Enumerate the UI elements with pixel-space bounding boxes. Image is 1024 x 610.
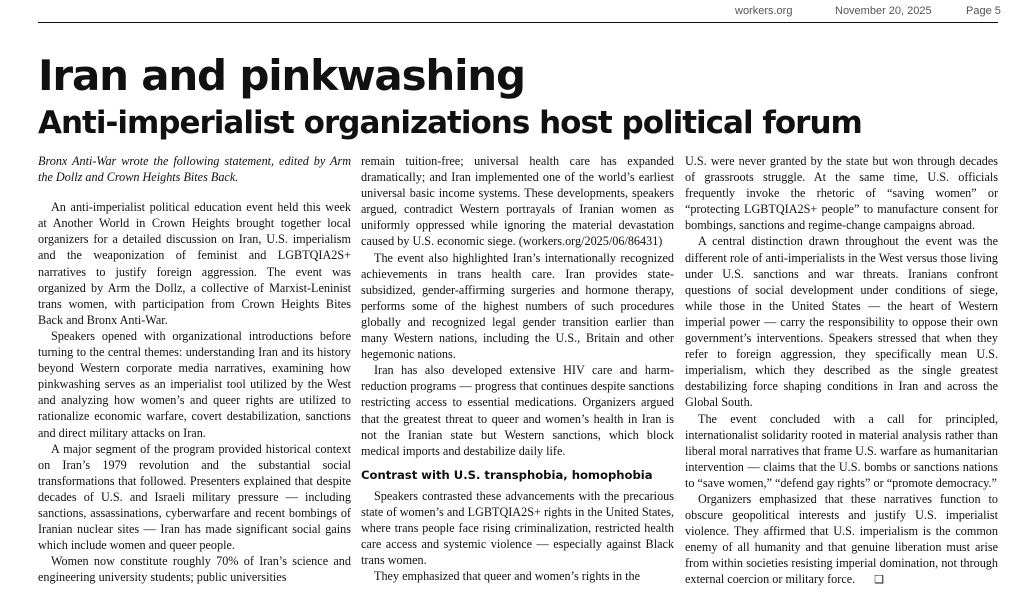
paragraph: A central distinction drawn throughout the event was the different role of anti-imperialists in the West versus those living under U.S. sanctions and war threats. Iranians confront questions of social development under conditions of siege, while those in the United States — the heart of Western imperial power — carry the responsibility to oppose their own government’s interventions. Speakers stressed that when they refer to foreign aggression, they specifically mean U.S. imperialism, which they described as the single greatest destabilizing force shaping conditions in Iran and across the Global South. <box>685 234 998 410</box>
end-mark-icon: ❑ <box>874 573 885 587</box>
page-header <box>38 0 1001 23</box>
paragraph: Iran has also developed extensive HIV care and harm-reduction programs — progress that continues despite sanctions restricting access to essential medications. Organizers argued that the greatest threat to queer and women’s health in Iran is not the Iranian state but Western sanctions, which block medical imports and destabilize daily life. <box>361 363 674 458</box>
paragraph: They emphasized that queer and women’s rights in the <box>374 569 641 584</box>
paragraph: U.S. were never granted by the state but won through decades of grassroots struggle. At the same time, U.S. officials frequently invoke the rhetoric of “saving women” or “protecting LGBTQIA2S+ people” to manufacture consent for bombings, sanctions and regime-change campaigns abroad. <box>685 154 998 233</box>
article-column-1 <box>38 153 351 585</box>
subheadline: Anti-imperialist organizations host political forum <box>38 105 862 141</box>
page-number: Page 5 <box>966 5 1001 17</box>
paragraph-final <box>685 491 998 589</box>
section-heading: Contrast with U.S. transphobia, homophobia <box>361 467 653 482</box>
issue-date: November 20, 2025 <box>835 5 932 17</box>
paragraph: An anti-imperialist political education event held this week at Another World in Crown Heights brought together local organizers for a detailed discussion on Iran, U.S. imperialism and the weaponization of feminist and LGBTQIA2S+ narratives to justify foreign aggression. The event was organized by Arm the Dollz, a collective of Marxist-Leninist trans women, with participation from Crown Heights Bites Back and Bronx Anti-War. <box>38 200 351 327</box>
paragraph: Speakers opened with organizational introductions before turning to the central themes: understanding Iran and its history beyond Western corporate media narratives, examining how pinkwashing serves as an imperialist tool utilized by the West and analyzing how women’s and queer rights are utilized to rationalize economic warfare, covert destabilization, sanctions and direct military attacks on Iran. <box>38 328 351 440</box>
site-name: workers.org <box>735 5 793 17</box>
paragraph: Speakers contrasted these advancements with the precarious state of women’s and LGBTQIA2S+ rights in the United States, where trans people face rising criminalization, restricted health care access and systemic violence — especially against Black trans women. <box>361 488 674 568</box>
paragraph: Women now constitute roughly 70% of Iran’s science and engineering university students; public universities <box>38 554 351 585</box>
paragraph: The event concluded with a call for principled, internationalist solidarity rooted in material analysis rather than liberal moral narratives that frame U.S. warfare as humanitarian intervention — claims that the U.S. bombs or sanctions nations to “save women,” “defend gay rights” or “promote democracy.” <box>685 411 998 490</box>
paragraph: A major segment of the program provided historical context on Iran’s 1979 revolution and the substantial social transformations that followed. Presenters explained that despite decades of U.S. and Israeli military pressure — including sanctions, assassinations, cyberwarfare and recent bombings of Iranian nuclear sites — Iran has made significant social gains which include women and queer people. <box>38 441 351 553</box>
article-column-3 <box>685 153 998 589</box>
headline: Iran and pinkwashing <box>38 51 525 100</box>
paragraph: remain tuition-free; universal health care has expanded dramatically; and Iran implemented one of the world’s earliest universal basic income systems. These developments, speakers argued, contradict Western portrayals of Iranian women as uniformly oppressed while ignoring the material devastation caused by U.S. economic siege. (workers.org/2025/06/86431) <box>361 154 674 249</box>
paragraph-text: Organizers emphasized that these narratives function to obscure geopolitical interests and justify U.S. imperialist violence. They affirmed that U.S. imperialism is the common enemy of all humanity and that genuine liberation must arise from within societies resisting imperial domination, not through external coercion or military force. <box>685 491 998 587</box>
article-column-2 <box>361 153 674 584</box>
intro-paragraph: Bronx Anti-War wrote the following statement, edited by Arm the Dollz and Crown Heights Bites Back. <box>38 154 351 185</box>
paragraph: The event also highlighted Iran’s internationally recognized achievements in trans health care. Iran provides state-subsidized, gender-affirming surgeries and hormone therapy, performs some of the highest numbers of such procedures globally and recognized legal gender transition earlier than many Western nations, including the U.S., Britain and other hegemonic nations. <box>361 250 674 362</box>
